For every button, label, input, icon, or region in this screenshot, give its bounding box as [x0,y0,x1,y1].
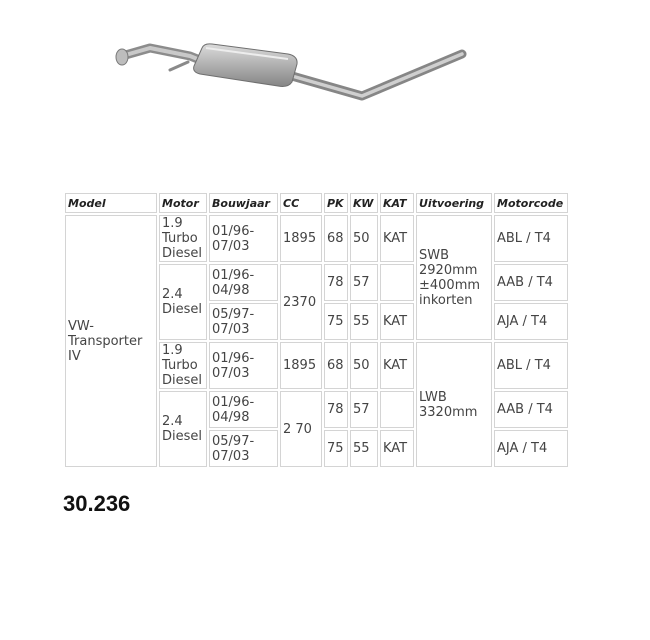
cell-bouwjaar: 01/96-04/98 [209,264,278,301]
cell-motor: 2.4 Diesel [159,391,207,467]
cell-cc: 1895 [280,342,322,389]
cell-kat: KAT [380,342,414,389]
cell-pk: 75 [324,303,348,340]
vehicle-application-table [63,191,570,469]
cell-pk: 78 [324,264,348,301]
cell-uitvoering: LWB 3320mm [416,342,492,467]
header-bouwjaar: Bouwjaar [209,193,278,213]
cell-kat: KAT [380,303,414,340]
cell-pk: 68 [324,215,348,262]
cell-kat: KAT [380,215,414,262]
cell-pk: 75 [324,430,348,467]
cell-bouwjaar: 01/96-07/03 [209,215,278,262]
exhaust-muffler-image [100,40,480,120]
cell-motorcode: ABL / T4 [494,342,568,389]
cell-kw: 55 [350,303,378,340]
cell-cc: 2370 [280,264,322,340]
inlet-flange [116,49,128,65]
header-kat: KAT [380,193,414,213]
cell-cc: 1895 [280,215,322,262]
cell-uitvoering: SWB 2920mm ±400mm inkorten [416,215,492,340]
cell-model: VW-Transporter IV [65,215,157,467]
cell-kat [380,391,414,428]
header-uitvoering: Uitvoering [416,193,492,213]
cell-kw: 57 [350,391,378,428]
header-motorcode: Motorcode [494,193,568,213]
muffler-body [194,44,297,87]
cell-motor: 2.4 Diesel [159,264,207,340]
cell-motorcode: AJA / T4 [494,303,568,340]
header-kw: KW [350,193,378,213]
cell-kw: 50 [350,342,378,389]
cell-motorcode: ABL / T4 [494,215,568,262]
cell-bouwjaar: 01/96-04/98 [209,391,278,428]
header-pk: PK [324,193,348,213]
header-cc: CC [280,193,322,213]
cell-motorcode: AJA / T4 [494,430,568,467]
cell-motor: 1.9 Turbo Diesel [159,215,207,262]
header-motor: Motor [159,193,207,213]
cell-motorcode: AAB / T4 [494,264,568,301]
cell-kw: 57 [350,264,378,301]
cell-bouwjaar: 05/97-07/03 [209,303,278,340]
cell-kw: 50 [350,215,378,262]
cell-motorcode: AAB / T4 [494,391,568,428]
cell-kat [380,264,414,301]
cell-kw: 55 [350,430,378,467]
cell-bouwjaar: 05/97-07/03 [209,430,278,467]
cell-motor: 1.9 Turbo Diesel [159,342,207,389]
cell-kat: KAT [380,430,414,467]
cell-bouwjaar: 01/96-07/03 [209,342,278,389]
cell-cc: 2 70 [280,391,322,467]
part-number: 30.236 [63,491,131,516]
cell-pk: 78 [324,391,348,428]
header-model: Model [65,193,157,213]
cell-pk: 68 [324,342,348,389]
table-row [65,215,568,262]
